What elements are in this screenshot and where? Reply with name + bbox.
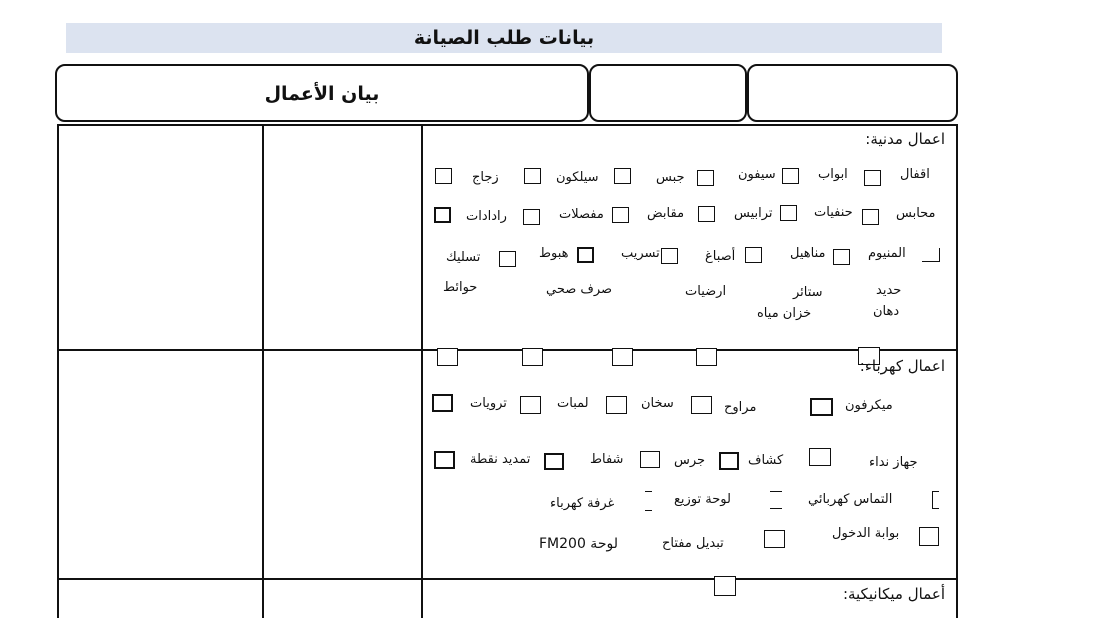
checkbox-locks[interactable]: [864, 170, 881, 186]
label-fittings: ترابيس: [734, 206, 773, 221]
label-walls: حوائط: [443, 280, 478, 295]
label-intercom: جهاز نداء: [869, 455, 918, 470]
checkbox-aluminum[interactable]: [922, 248, 940, 262]
checkbox-detector[interactable]: [719, 452, 739, 470]
table-row-top: [57, 124, 957, 126]
label-fm-board: لوحة FM200: [539, 536, 618, 552]
label-elec-fault: التماس كهربائي: [808, 492, 893, 507]
label-floors: ارضيات: [685, 284, 727, 299]
label-leak: تسريب: [621, 246, 660, 261]
form-title: بيانات طلب الصيانة: [66, 23, 942, 53]
checkbox-mechanical[interactable]: [714, 576, 736, 596]
checkbox-outlets[interactable]: [432, 394, 453, 412]
label-paint: دهان: [873, 304, 900, 319]
table-border-right: [956, 124, 958, 618]
label-extension: تمديد نقطة: [470, 452, 531, 467]
label-fans: مراوح: [724, 400, 757, 415]
label-exhaust: شفاط: [590, 452, 624, 467]
label-microphone: ميكرفون: [845, 398, 893, 413]
checkbox-faucets[interactable]: [780, 205, 797, 221]
label-radiators: رادادات: [466, 209, 507, 224]
label-handles: مقابض: [647, 206, 685, 221]
checkbox-radiators[interactable]: [434, 207, 451, 223]
label-lamps: لمبات: [557, 396, 589, 411]
label-water-tank: خزان مياه: [757, 306, 812, 321]
checkbox-silicone[interactable]: [524, 168, 541, 184]
checkbox-curtains[interactable]: [696, 348, 717, 366]
checkbox-lamps[interactable]: [520, 396, 541, 414]
label-siphons: سيفون: [738, 167, 776, 182]
checkbox-sewage[interactable]: [522, 348, 543, 366]
label-outlets: ترويات: [470, 396, 507, 411]
works-header: بيان الأعمال: [55, 64, 589, 122]
label-aluminum: المنيوم: [868, 246, 906, 261]
checkbox-fittings[interactable]: [698, 206, 715, 222]
label-detector: كشاف: [748, 453, 784, 468]
table-divider-2: [421, 124, 423, 618]
label-dist-board: لوحة توزيع: [674, 492, 731, 507]
label-curtains: ستائر: [793, 285, 823, 300]
checkbox-dist-board[interactable]: [770, 491, 782, 509]
checkbox-extension[interactable]: [434, 451, 455, 469]
checkbox-switch-replace[interactable]: [764, 530, 785, 548]
checkbox-heater[interactable]: [606, 396, 627, 414]
checkbox-hinges[interactable]: [523, 209, 540, 225]
checkbox-subsidence[interactable]: [577, 247, 594, 263]
checkbox-leak[interactable]: [661, 248, 678, 264]
checkbox-fans[interactable]: [691, 396, 712, 414]
label-pipes: محابس: [896, 206, 936, 221]
checkbox-siphons[interactable]: [697, 170, 714, 186]
checkbox-doors[interactable]: [782, 168, 799, 184]
checkbox-wiring[interactable]: [499, 251, 516, 267]
label-painting: أصباغ: [705, 249, 736, 264]
checkbox-pipes[interactable]: [862, 209, 879, 225]
mechanical-section-title: أعمال ميكانيكية:: [842, 585, 945, 603]
table-border-left: [57, 124, 59, 618]
civil-section-title: اعمال مدنية:: [865, 130, 945, 148]
label-switch-replace: تبديل مفتاح: [662, 536, 724, 551]
checkbox-intercom[interactable]: [809, 448, 831, 466]
label-plaster: جبس: [656, 170, 685, 185]
checkbox-plaster[interactable]: [614, 168, 631, 184]
label-wiring: تسليك: [446, 250, 481, 265]
label-sewage: صرف صحي: [546, 282, 613, 297]
label-subsidence: هبوط: [539, 246, 569, 261]
checkbox-handles[interactable]: [612, 207, 629, 223]
table-divider-1: [262, 124, 264, 618]
label-faucets: حنفيات: [814, 205, 853, 220]
checkbox-floors[interactable]: [612, 348, 633, 366]
checkbox-entry-gate[interactable]: [919, 527, 939, 546]
checkbox-microphone[interactable]: [810, 398, 833, 416]
label-entry-gate: بوابة الدخول: [832, 526, 900, 541]
electrical-section-title: اعمال كهرباء:: [859, 357, 945, 375]
header-cell-right: [747, 64, 958, 122]
checkbox-elec-room[interactable]: [645, 491, 652, 511]
label-locks: اقفال: [900, 167, 930, 182]
label-iron: حديد: [876, 283, 902, 298]
checkbox-elec-fault[interactable]: [932, 491, 939, 509]
checkbox-bell[interactable]: [640, 451, 660, 468]
table-row-line-1: [57, 349, 957, 351]
label-doors: ابواب: [818, 167, 848, 182]
checkbox-painting[interactable]: [745, 247, 762, 263]
checkbox-exhaust[interactable]: [544, 453, 564, 470]
checkbox-manholes[interactable]: [833, 249, 850, 265]
label-hinges: مفصلات: [559, 207, 604, 222]
table-row-line-2: [57, 578, 957, 580]
checkbox-glass[interactable]: [435, 168, 452, 184]
checkbox-walls[interactable]: [437, 348, 458, 366]
label-elec-room: غرفة كهرباء: [550, 496, 615, 511]
label-bell: جرس: [674, 453, 706, 468]
label-manholes: مناهيل: [790, 246, 826, 261]
label-silicone: سيلكون: [556, 170, 599, 185]
header-cell-middle: [589, 64, 747, 122]
label-glass: زجاج: [472, 170, 499, 185]
label-heater: سخان: [641, 396, 674, 411]
